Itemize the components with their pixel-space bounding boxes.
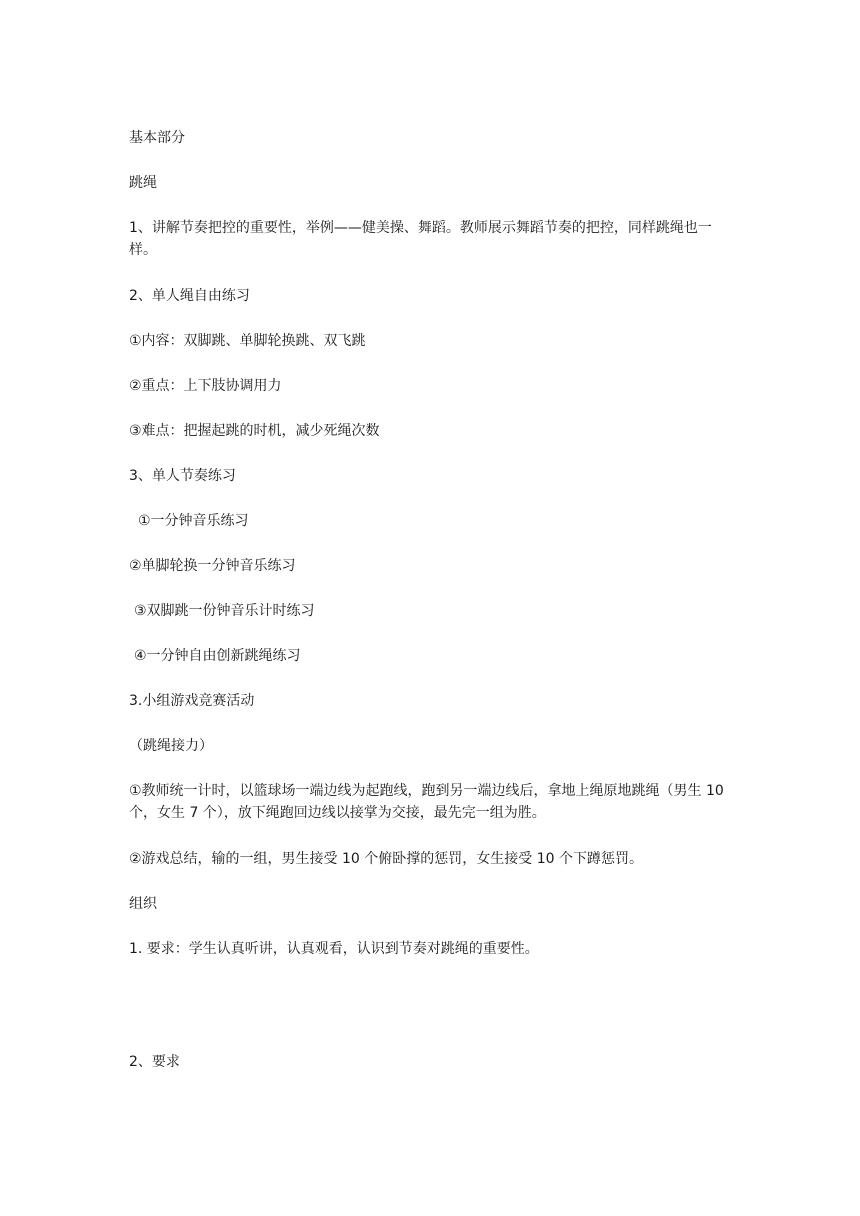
list-item-free-innovation: ④一分钟自由创新跳绳练习 [134, 648, 301, 664]
section-heading-basic: 基本部分 [129, 130, 185, 146]
list-item-double-foot-timed: ③双脚跳一份钟音乐计时练习 [134, 603, 315, 619]
heading-organization: 组织 [129, 896, 157, 912]
paragraph-requirement-1: 1. 要求：学生认真听讲，认真观看，认识到节奏对跳绳的重要性。 [129, 941, 539, 957]
heading-single-rhythm-practice: 3、单人节奏练习 [129, 468, 236, 484]
topic-jump-rope: 跳绳 [129, 175, 157, 191]
list-item-one-minute-music: ①一分钟音乐练习 [138, 513, 249, 529]
paragraph-requirement-2: 2、要求 [129, 1054, 180, 1070]
paragraph-relay-rules: ①教师统一计时，以篮球场一端边线为起跑线，跑到另一端边线后，拿地上绳原地跳绳（男生 10 个，女生 7 个），放下绳跑回边线以接掌为交接，最先完一组为胜。 [129, 783, 724, 821]
paragraph-game-summary: ②游戏总结，输的一组，男生接受 10 个俯卧撑的惩罚，女生接受 10 个下蹲惩罚。 [129, 851, 643, 867]
list-item-content: ①内容：双脚跳、单脚轮换跳、双飞跳 [129, 333, 366, 349]
paragraph-rhythm-importance: 1、讲解节奏把控的重要性，举例——健美操、舞蹈。教师展示舞蹈节奏的把控，同样跳绳也一样。 [129, 220, 712, 258]
list-item-single-foot-music: ②单脚轮换一分钟音乐练习 [129, 558, 296, 574]
list-item-difficulty: ③难点：把握起跳的时机，减少死绳次数 [129, 423, 380, 439]
heading-group-game: 3.小组游戏竞赛活动 [129, 693, 255, 709]
subheading-relay: （跳绳接力） [129, 738, 213, 754]
list-item-key-point: ②重点：上下肢协调用力 [129, 378, 282, 394]
heading-single-rope-practice: 2、单人绳自由练习 [129, 288, 250, 304]
